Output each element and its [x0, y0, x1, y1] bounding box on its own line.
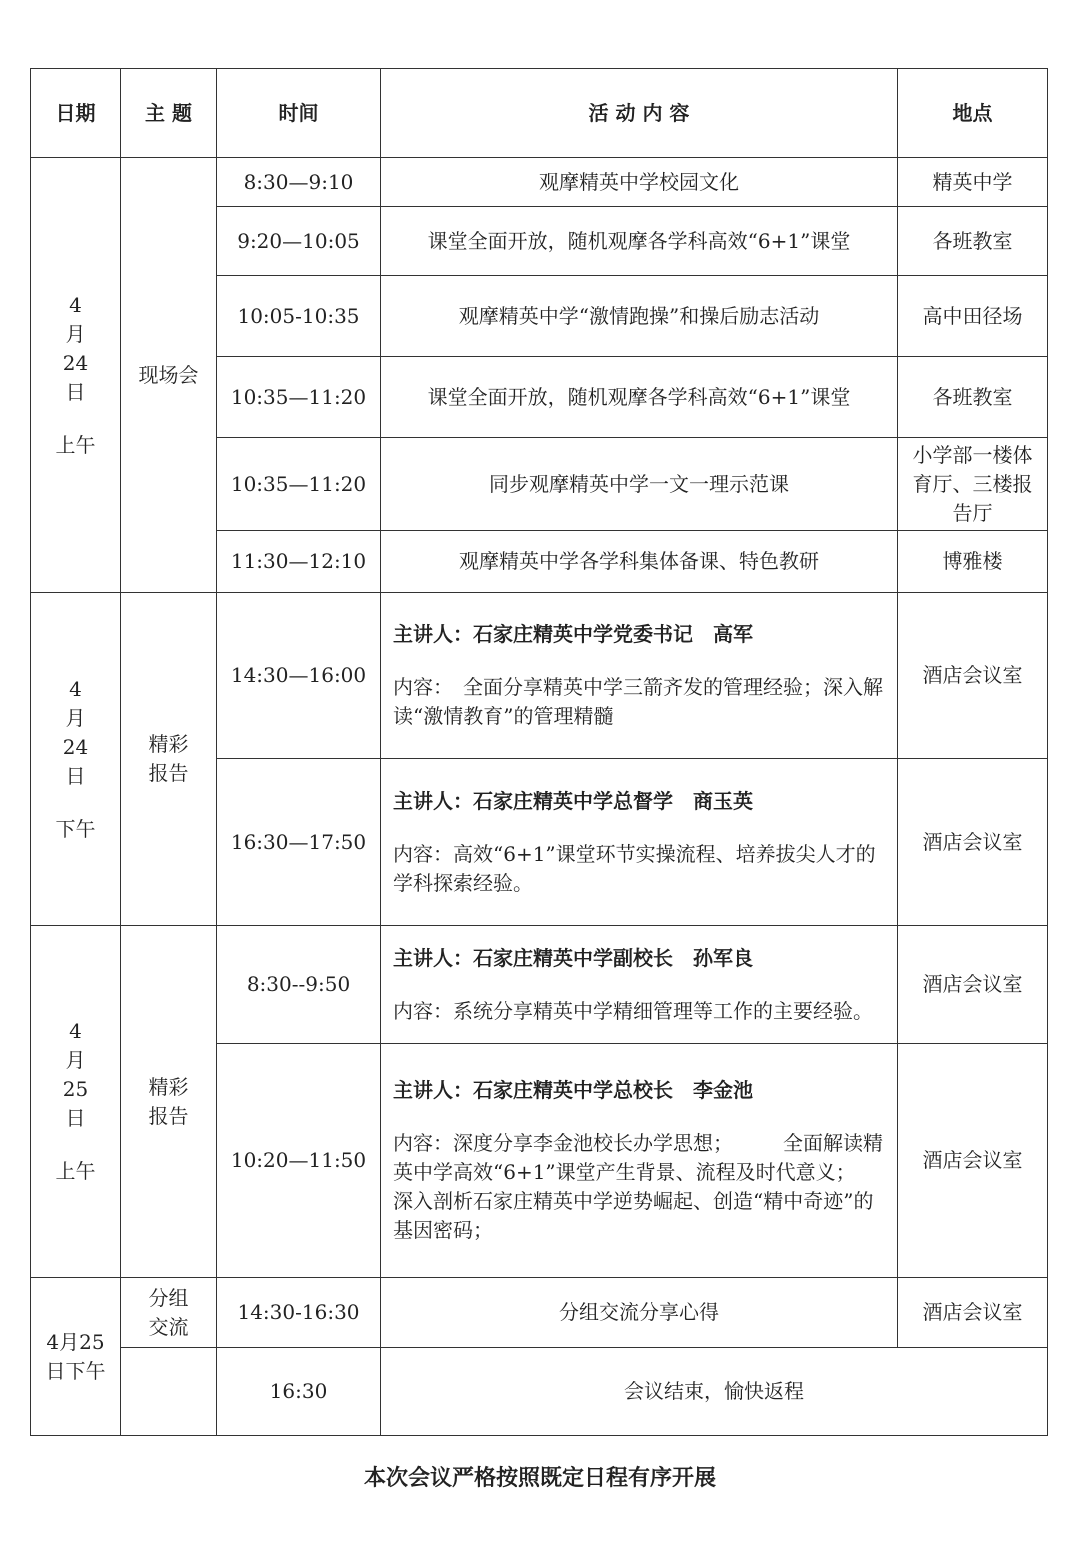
- time-cell: 16:30—17:50: [217, 759, 381, 926]
- location-cell: 精英中学: [898, 158, 1048, 207]
- speaker-line: 主讲人：石家庄精英中学党委书记 高军: [393, 622, 753, 646]
- content-cell: 课堂全面开放，随机观摩各学科高效“6+1”课堂: [381, 357, 898, 438]
- content-cell: [381, 1044, 898, 1278]
- location-cell: 酒店会议室: [898, 926, 1048, 1044]
- content-cell: 课堂全面开放，随机观摩各学科高效“6+1”课堂: [381, 207, 898, 276]
- theme-cell-day2-am: 精彩 报告: [121, 926, 217, 1278]
- theme-cell-day2-pm: 分组 交流: [121, 1278, 217, 1348]
- time-cell: 16:30: [217, 1348, 381, 1436]
- time-cell: 10:35—11:20: [217, 357, 381, 438]
- table-row: [31, 158, 1048, 207]
- header-location: 地点: [898, 69, 1048, 158]
- schedule-table: [30, 68, 1048, 1436]
- time-cell: 9:20—10:05: [217, 207, 381, 276]
- date-cell-day2-pm: 4月25 日下午: [31, 1278, 121, 1436]
- location-cell: 高中田径场: [898, 276, 1048, 357]
- location-cell: 小学部一楼体育厅、三楼报告厅: [898, 438, 1048, 531]
- time-cell: 10:20—11:50: [217, 1044, 381, 1278]
- location-cell: 各班教室: [898, 357, 1048, 438]
- date-cell-day1-am: 4 月 24 日 上午: [31, 158, 121, 593]
- time-cell: 8:30—9:10: [217, 158, 381, 207]
- table-row: [31, 1278, 1048, 1348]
- speaker-line: 主讲人：石家庄精英中学副校长 孙军良: [393, 945, 753, 970]
- header-row: [31, 69, 1048, 158]
- detail-text: 内容：高效“6+1”课堂环节实操流程、培养拔尖人才的学科探索经验。: [393, 841, 876, 895]
- content-cell: 分组交流分享心得: [381, 1278, 898, 1348]
- table-row: [31, 1348, 1048, 1436]
- location-cell: 酒店会议室: [898, 593, 1048, 759]
- time-cell: 11:30—12:10: [217, 531, 381, 593]
- detail-text: 内容：系统分享精英中学精细管理等工作的主要经验。: [393, 998, 873, 1023]
- location-cell: 酒店会议室: [898, 759, 1048, 926]
- time-cell: 14:30—16:00: [217, 593, 381, 759]
- content-cell: 会议结束，愉快返程: [381, 1348, 1048, 1436]
- time-cell: 14:30-16:30: [217, 1278, 381, 1348]
- content-cell: [381, 759, 898, 926]
- speaker-line: 主讲人：石家庄精英中学总督学 商玉英: [393, 788, 753, 813]
- header-theme: 主 题: [121, 69, 217, 158]
- header-content: 活 动 内 容: [381, 69, 898, 158]
- header-time: 时间: [217, 69, 381, 158]
- detail-text: 内容： 全面分享精英中学三箭齐发的管理经验；深入解读“激情教育”的管理精髓: [393, 675, 883, 728]
- header-date: 日期: [31, 69, 121, 158]
- date-cell-day1-pm: 4 月 24 日 下午: [31, 593, 121, 926]
- content-cell: [381, 593, 898, 759]
- speaker-line: 主讲人：石家庄精英中学总校长 李金池: [393, 1078, 753, 1102]
- content-cell: [381, 926, 898, 1044]
- theme-cell-empty: [121, 1348, 217, 1436]
- table-row: [31, 593, 1048, 759]
- time-cell: 10:05-10:35: [217, 276, 381, 357]
- table-row: [31, 926, 1048, 1044]
- footer-note: 本次会议严格按照既定日程有序开展: [363, 1465, 716, 1491]
- time-cell: 10:35—11:20: [217, 438, 381, 531]
- detail-text: 内容：深度分享李金池校长办学思想； 全面解读精英中学高效“6+1”课堂产生背景、流程及时代意义；: [393, 1131, 883, 1184]
- location-cell: 酒店会议室: [898, 1044, 1048, 1278]
- location-cell: 各班教室: [898, 207, 1048, 276]
- time-cell: 8:30--9:50: [217, 926, 381, 1044]
- location-cell: 酒店会议室: [898, 1278, 1048, 1348]
- date-cell-day2-am: 4 月 25 日 上午: [31, 926, 121, 1278]
- location-cell: 博雅楼: [898, 531, 1048, 593]
- content-cell: 观摩精英中学校园文化: [381, 158, 898, 207]
- content-cell: 同步观摩精英中学一文一理示范课: [381, 438, 898, 531]
- theme-cell-day1-pm: 精彩 报告: [121, 593, 217, 926]
- content-cell: 观摩精英中学各学科集体备课、特色教研: [381, 531, 898, 593]
- theme-cell-day1-am: 现场会: [121, 158, 217, 593]
- detail-text-2: 深入剖析石家庄精英中学逆势崛起、创造“精中奇迹”的基因密码；: [393, 1189, 874, 1242]
- content-cell: 观摩精英中学“激情跑操”和操后励志活动: [381, 276, 898, 357]
